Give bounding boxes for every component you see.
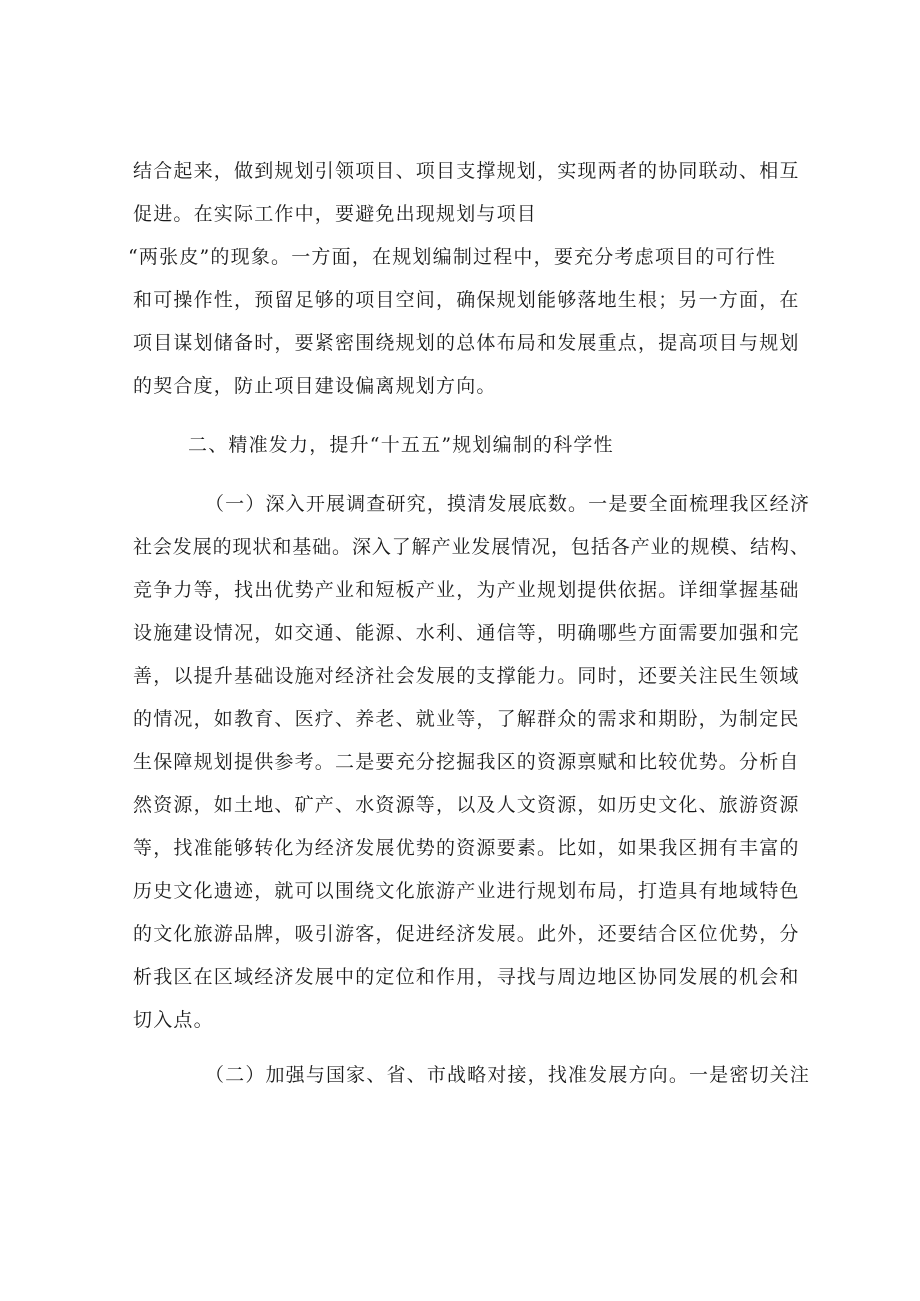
text-line: 析我区在区域经济发展中的定位和作用，寻找与周边地区协同发展的机会和: [133, 966, 800, 988]
section-heading: 二、精准发力，提升“十五五”规划编制的科学性: [188, 434, 614, 456]
text-line: 然资源，如土地、矿产、水资源等，以及人文资源，如历史文化、旅游资源: [133, 794, 800, 816]
text-line: 结合起来，做到规划引领项目、项目支撑规划，实现两者的协同联动、相互: [133, 160, 800, 182]
text-line: 社会发展的现状和基础。深入了解产业发展情况，包括各产业的规模、结构、: [133, 536, 810, 558]
text-line: 设施建设情况，如交通、能源、水利、通信等，明确哪些方面需要加强和完: [133, 622, 800, 644]
text-line: “两张皮”的现象。一方面，在规划编制过程中，要充分考虑项目的可行性: [128, 246, 777, 268]
text-line: 历史文化遗迹，就可以围绕文化旅游产业进行规划布局，打造具有地域特色: [133, 880, 800, 902]
text-line: 切入点。: [133, 1009, 214, 1031]
text-line: 的文化旅游品牌，吸引游客，促进经济发展。此外，还要结合区位优势，分: [133, 923, 800, 945]
text-line: （一）深入开展调查研究，摸清发展底数。一是要全面梳理我区经济: [205, 493, 811, 515]
text-line: 项目谋划储备时，要紧密围绕规划的总体布局和发展重点，提高项目与规划: [133, 332, 800, 354]
text-line: 生保障规划提供参考。二是要充分挖掘我区的资源禀赋和比较优势。分析自: [133, 751, 800, 773]
text-line: 和可操作性，预留足够的项目空间，确保规划能够落地生根；另一方面，在: [133, 289, 800, 311]
text-line: 的契合度，防止项目建设偏离规划方向。: [133, 375, 497, 397]
text-line: 的情况，如教育、医疗、养老、就业等，了解群众的需求和期盼，为制定民: [133, 708, 800, 730]
text-line: 善，以提升基础设施对经济社会发展的支撑能力。同时，还要关注民生领域: [133, 665, 800, 687]
text-line: （二）加强与国家、省、市战略对接，找准发展方向。一是密切关注: [205, 1064, 811, 1086]
text-line: 竞争力等，找出优势产业和短板产业，为产业规划提供依据。详细掌握基础: [133, 579, 800, 601]
text-line: 等，找准能够转化为经济发展优势的资源要素。比如，如果我区拥有丰富的: [133, 837, 800, 859]
text-line: 促进。在实际工作中，要避免出现规划与项目: [133, 203, 538, 225]
